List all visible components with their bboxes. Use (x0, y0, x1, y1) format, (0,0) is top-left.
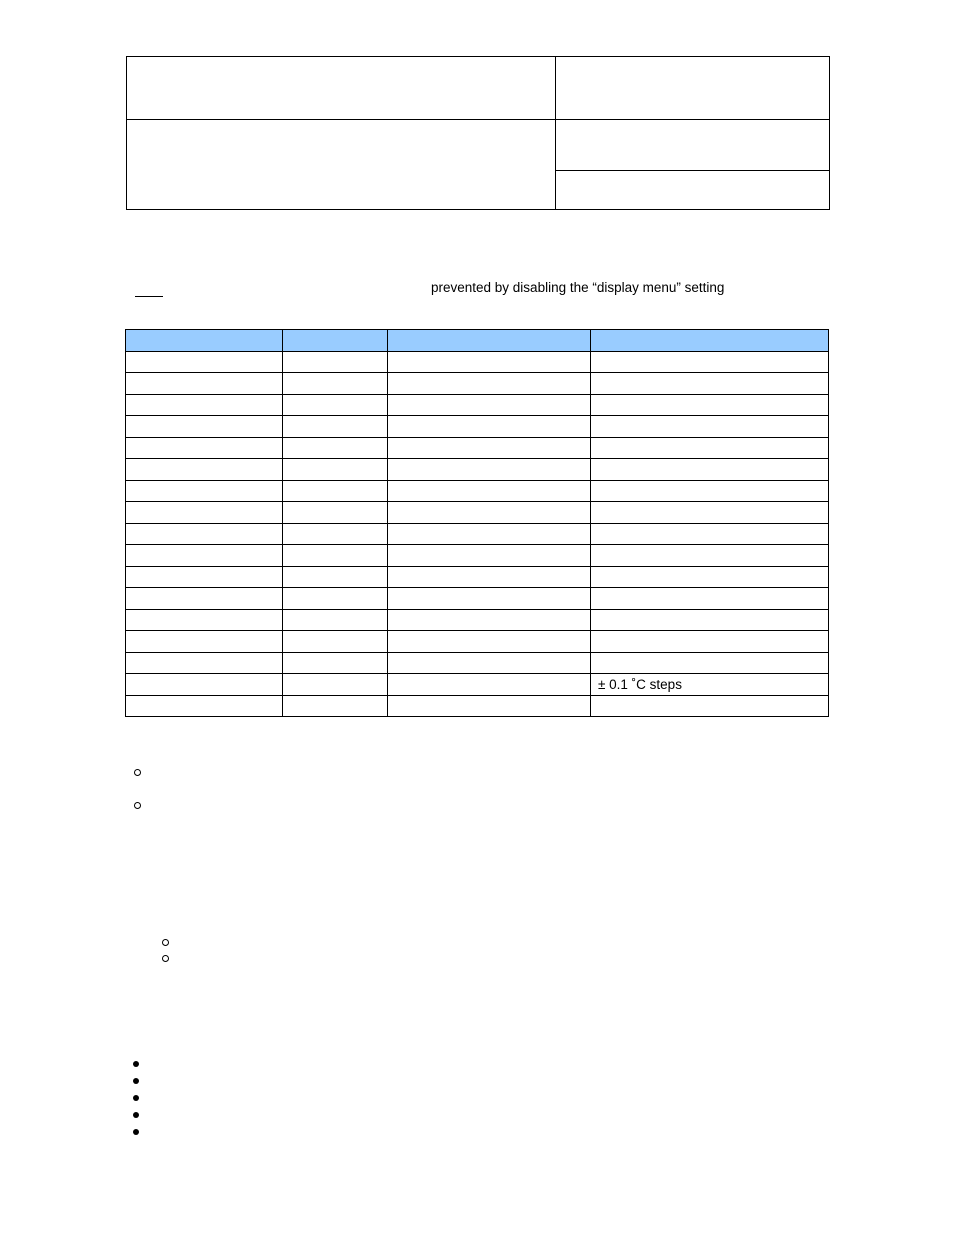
table-cell (388, 631, 591, 653)
table-cell (283, 416, 388, 438)
filled-disc-bullet-icon (133, 1078, 139, 1084)
header-cell (556, 120, 830, 171)
table-row (126, 502, 829, 524)
table-cell (591, 459, 829, 481)
table-cell (591, 523, 829, 545)
table-row (126, 523, 829, 545)
table-row (126, 695, 829, 717)
table-cell (591, 373, 829, 395)
table-cell (388, 437, 591, 459)
header-cell (556, 171, 830, 210)
table-cell (126, 609, 283, 631)
table-cell (591, 351, 829, 373)
table-row (126, 459, 829, 481)
filled-disc-bullet-icon (133, 1112, 139, 1118)
table-cell (126, 545, 283, 567)
table-row (126, 373, 829, 395)
settings-table (125, 329, 829, 717)
hollow-circle-bullet-icon (162, 939, 169, 946)
table-cell (591, 502, 829, 524)
table-cell (591, 566, 829, 588)
table-cell (126, 480, 283, 502)
table-row (126, 588, 829, 610)
table-cell (126, 631, 283, 653)
table-cell (388, 609, 591, 631)
table-cell (591, 394, 829, 416)
header-cell (127, 57, 556, 120)
header-cell (127, 120, 556, 210)
table-cell (591, 416, 829, 438)
table-cell (126, 394, 283, 416)
header-cell (556, 57, 830, 120)
table-cell (388, 480, 591, 502)
table-cell (388, 545, 591, 567)
table-cell (283, 394, 388, 416)
table-row (126, 674, 829, 696)
table-cell (283, 351, 388, 373)
column-header (126, 330, 283, 352)
table-cell (388, 588, 591, 610)
column-header (283, 330, 388, 352)
header-table (126, 56, 830, 210)
table-cell (283, 502, 388, 524)
table-cell (283, 545, 388, 567)
hollow-circle-bullet-icon (134, 769, 141, 776)
table-cell (388, 523, 591, 545)
table-cell (591, 437, 829, 459)
column-header (591, 330, 829, 352)
table-header-row (126, 330, 829, 352)
table-cell (283, 566, 388, 588)
table-cell (388, 394, 591, 416)
table-cell (283, 695, 388, 717)
table-cell (283, 609, 388, 631)
table-cell (126, 416, 283, 438)
table-row (126, 351, 829, 373)
filled-disc-bullet-icon (133, 1129, 139, 1135)
table-cell (591, 545, 829, 567)
table-cell (126, 652, 283, 674)
table-row (126, 652, 829, 674)
table-cell (388, 459, 591, 481)
table-cell (283, 459, 388, 481)
table-row (126, 416, 829, 438)
column-header (388, 330, 591, 352)
table-row (126, 394, 829, 416)
table-cell (283, 652, 388, 674)
filled-disc-bullet-icon (133, 1061, 139, 1067)
hollow-circle-bullet-icon (162, 955, 169, 962)
table-cell (283, 588, 388, 610)
table-row (126, 437, 829, 459)
hollow-circle-bullet-icon (134, 802, 141, 809)
table-cell (283, 373, 388, 395)
table-cell (126, 523, 283, 545)
table-cell (388, 695, 591, 717)
table-cell (591, 652, 829, 674)
table-cell (283, 674, 388, 696)
table-cell (283, 523, 388, 545)
table-cell (126, 437, 283, 459)
table-cell (126, 566, 283, 588)
table-cell (283, 437, 388, 459)
table-cell (283, 480, 388, 502)
table-row (126, 609, 829, 631)
table-cell (591, 609, 829, 631)
table-row (126, 631, 829, 653)
table-cell (591, 631, 829, 653)
table-cell (388, 566, 591, 588)
table-cell (126, 674, 283, 696)
table-cell (388, 351, 591, 373)
table-cell (388, 674, 591, 696)
table-cell (591, 695, 829, 717)
table-cell (591, 588, 829, 610)
filled-disc-bullet-icon (133, 1095, 139, 1101)
table-row (126, 480, 829, 502)
table-cell (126, 695, 283, 717)
table-cell (388, 373, 591, 395)
table-cell (126, 351, 283, 373)
table-cell (388, 416, 591, 438)
table-cell (126, 502, 283, 524)
table-cell (388, 502, 591, 524)
table-cell (283, 631, 388, 653)
table-cell (591, 480, 829, 502)
note-text: prevented by disabling the “display menu” setting (431, 280, 725, 295)
table-cell (388, 652, 591, 674)
table-row (126, 545, 829, 567)
table-row (126, 566, 829, 588)
table-cell (126, 588, 283, 610)
table-cell (126, 373, 283, 395)
table-cell: ± 0.1 ˚C steps (591, 674, 829, 696)
note-underline (135, 296, 163, 297)
table-cell (126, 459, 283, 481)
